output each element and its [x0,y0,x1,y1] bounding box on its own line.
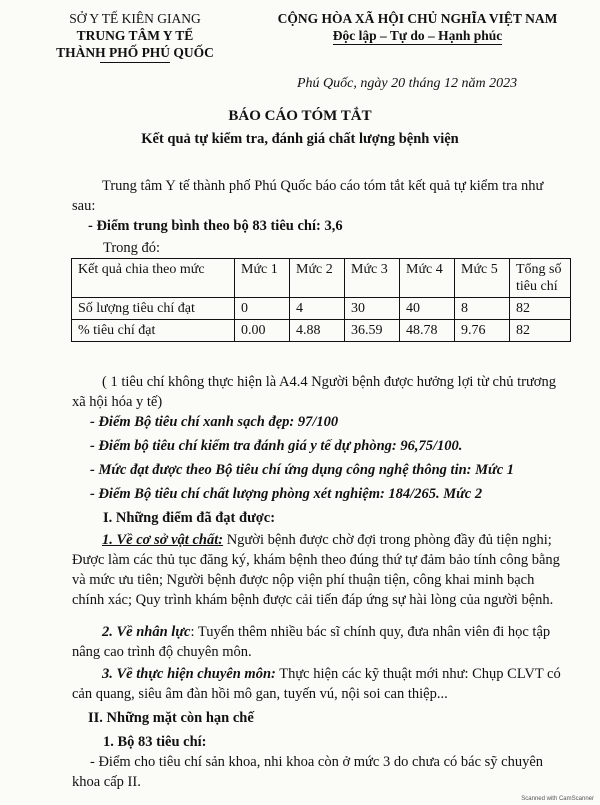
section-1-item-3 [72,664,567,704]
table-cell: % tiêu chí đạt [72,320,235,342]
table-cell: 82 [510,298,571,320]
bullet-item: - Điểm Bộ tiêu chí xanh sạch đẹp: 97/100 [90,414,339,430]
table-header-cell: Mức 5 [455,259,510,298]
bullet-item: - Mức đạt được theo Bộ tiêu chí ứng dụng công nghệ thông tin: Mức 1 [90,462,515,478]
item-text: : Tuyển thêm nhiều bác sĩ chính quy, đưa nhân viên đi học tập nâng cao trình độ chuyên môn. [72,624,551,660]
table-header-cell: Mức 1 [235,259,290,298]
trong-do-label: Trong đó: [103,240,161,256]
table-cell: 9.76 [455,320,510,342]
item-label: 3. Về thực hiện chuyên môn: [102,666,276,682]
table-cell: 30 [345,298,400,320]
bullet-item: - Điểm Bộ tiêu chí chất lượng phòng xét nghiệm: 184/265. Mức 2 [90,486,483,502]
item-text: Người bệnh được chờ đợi trong phòng đầy đủ tiện nghi; Được làm các thủ tục đăng ký, khám bệnh theo đúng thứ tự đảm bảo tính công bằng và mức ưu tiên; Người bệnh được nộp viện phí thuận tiện, công khai minh bạch chính xác; Quy trình khám bệnh được cải tiến đáp ứng sự hài lòng của người bệnh. [72,532,560,608]
section-2-subheading: 1. Bộ 83 tiêu chí: [103,734,207,750]
national-header [250,10,585,45]
header-rule [100,62,170,63]
section-1-item-1 [72,530,567,610]
agency-name: TRUNG TÂM Y TẾ [76,28,194,43]
table-cell: Số lượng tiêu chí đạt [72,298,235,320]
agency-header [40,10,230,63]
average-score: - Điểm trung bình theo bộ 83 tiêu chí: 3,6 [88,218,343,234]
document-subtitle: Kết quả tự kiểm tra, đánh giá chất lượng bệnh viện [141,131,459,147]
table-header-cell: Mức 4 [400,259,455,298]
table-cell: 48.78 [400,320,455,342]
table-cell: 0.00 [235,320,290,342]
table-cell: 8 [455,298,510,320]
table-cell: 4.88 [290,320,345,342]
table-cell: 40 [400,298,455,320]
section-1-item-2 [72,622,567,662]
intro-paragraph: Trung tâm Y tế thành phố Phú Quốc báo cáo tóm tắt kết quả tự kiểm tra như sau: [72,178,544,214]
table-row [72,320,571,342]
table-header-cell: Mức 3 [345,259,400,298]
table-header-cell: Tổng số tiêu chí [510,259,571,298]
document-title: BÁO CÁO TÓM TẮT [228,108,372,124]
item-label: 1. Về cơ sở vật chất: [102,532,224,548]
item-label: 2. Về nhân lực [102,624,191,640]
table-header-row [72,259,571,298]
scanner-watermark: Scanned with CamScanner [521,796,594,802]
item-text: Thực hiện các kỹ thuật mới như: Chụp CLVT có cản quang, siêu âm đàn hồi mô gan, tuyến vú, nội soi can thiệp... [72,666,561,702]
section-2-text: - Điểm cho tiêu chí sản khoa, nhi khoa còn ở mức 3 do chưa có bác sỹ chuyên khoa cấp II. [72,754,544,790]
table-header-cell: Mức 2 [290,259,345,298]
agency-parent: SỞ Y TẾ KIÊN GIANG [69,11,201,26]
national-motto: Độc lập – Tự do – Hạnh phúc [332,28,503,43]
national-title: CỘNG HÒA XÃ HỘI CHỦ NGHĨA VIỆT NAM [277,11,558,26]
bullet-item: - Điểm bộ tiêu chí kiểm tra đánh giá y tế dự phòng: 96,75/100. [90,438,463,454]
table-row [72,298,571,320]
table-header-cell: Kết quả chia theo mức [72,259,235,298]
section-1-heading: I. Những điểm đã đạt được: [103,510,276,526]
agency-city: THÀNH PHỐ PHÚ QUỐC [56,45,214,60]
table-cell: 0 [235,298,290,320]
table-cell: 4 [290,298,345,320]
section-2-heading: II. Những mặt còn hạn chế [88,710,254,726]
note-paragraph: ( 1 tiêu chí không thực hiện là A4.4 Người bệnh được hưởng lợi từ chủ trương xã hội hóa y tế) [72,374,556,410]
results-table [71,258,571,342]
table-cell: 36.59 [345,320,400,342]
table-cell: 82 [510,320,571,342]
document-date: Phú Quốc, ngày 20 tháng 12 năm 2023 [297,76,518,91]
